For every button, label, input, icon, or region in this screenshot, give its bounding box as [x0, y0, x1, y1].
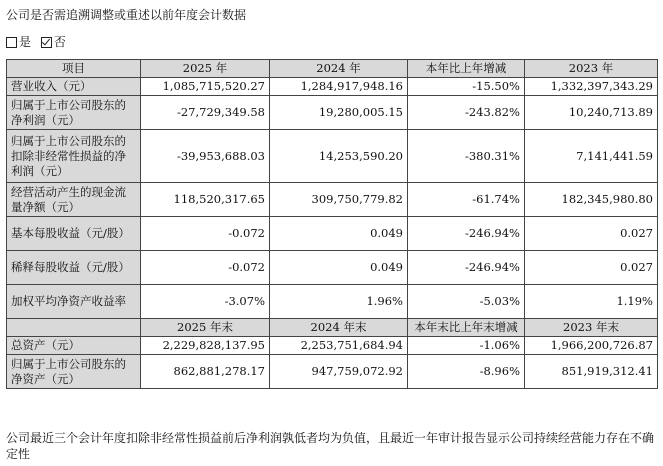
cell-change: -5.03% — [408, 285, 525, 319]
subheader-blank — [7, 319, 141, 337]
header-2023: 2023 年 — [525, 60, 658, 78]
cell-2024: 14,253,590.20 — [270, 130, 408, 183]
cell-2023: 1,332,397,343.29 — [525, 78, 658, 96]
cell-2025: -39,953,688.03 — [141, 130, 270, 183]
option-no[interactable] — [41, 33, 66, 51]
cell-change: -1.06% — [408, 337, 525, 355]
row-label: 营业收入（元） — [7, 78, 141, 96]
subheader-2025-end: 2025 年末 — [141, 319, 270, 337]
table-row — [7, 355, 658, 389]
table-row — [7, 337, 658, 355]
header-2025: 2025 年 — [141, 60, 270, 78]
cell-2023: 851,919,312.41 — [525, 355, 658, 389]
cell-2023: 7,141,441.59 — [525, 130, 658, 183]
cell-2023: 10,240,713.89 — [525, 96, 658, 130]
cell-2024: 0.049 — [270, 217, 408, 251]
header-2024: 2024 年 — [270, 60, 408, 78]
table-subheader-row — [7, 319, 658, 337]
cell-2023: 0.027 — [525, 217, 658, 251]
row-label: 归属于上市公司股东的净资产（元） — [7, 355, 141, 389]
restatement-choice — [6, 33, 72, 53]
option-yes[interactable] — [6, 33, 31, 51]
option-yes-label: 是 — [19, 35, 32, 49]
cell-2025: -0.072 — [141, 251, 270, 285]
row-label: 加权平均净资产收益率 — [7, 285, 141, 319]
cell-2024: 1,284,917,948.16 — [270, 78, 408, 96]
subheader-2024-end: 2024 年末 — [270, 319, 408, 337]
checkbox-empty-icon[interactable] — [6, 37, 17, 48]
header-change: 本年比上年增减 — [408, 60, 525, 78]
cell-2025: 118,520,317.65 — [141, 183, 270, 217]
table-row — [7, 183, 658, 217]
row-label: 归属于上市公司股东的扣除非经常性损益的净利润（元） — [7, 130, 141, 183]
cell-2023: 0.027 — [525, 251, 658, 285]
option-no-label: 否 — [53, 35, 66, 49]
cell-2025: 2,229,828,137.95 — [141, 337, 270, 355]
row-label: 经营活动产生的现金流量净额（元） — [7, 183, 141, 217]
financial-data-table — [6, 59, 658, 389]
row-label: 基本每股收益（元/股） — [7, 217, 141, 251]
table-row — [7, 217, 658, 251]
table-row — [7, 78, 658, 96]
row-label: 归属于上市公司股东的净利润（元） — [7, 96, 141, 130]
cell-2025: 1,085,715,520.27 — [141, 78, 270, 96]
cell-2025: 862,881,278.17 — [141, 355, 270, 389]
cell-2024: 947,759,072.92 — [270, 355, 408, 389]
table-row — [7, 285, 658, 319]
checkbox-checked-icon[interactable] — [41, 37, 52, 48]
table-row — [7, 130, 658, 183]
cell-change: -61.74% — [408, 183, 525, 217]
cell-change: -246.94% — [408, 217, 525, 251]
cell-2023: 1,966,200,726.87 — [525, 337, 658, 355]
table-row — [7, 96, 658, 130]
cell-2024: 309,750,779.82 — [270, 183, 408, 217]
cell-2025: -0.072 — [141, 217, 270, 251]
cell-2024: 0.049 — [270, 251, 408, 285]
section-intro: 公司是否需追溯调整或重述以前年度会计数据 — [6, 8, 247, 22]
table-row — [7, 251, 658, 285]
cell-2025: -3.07% — [141, 285, 270, 319]
cell-2025: -27,729,349.58 — [141, 96, 270, 130]
cell-change: -8.96% — [408, 355, 525, 389]
row-label: 总资产（元） — [7, 337, 141, 355]
cell-change: -246.94% — [408, 251, 525, 285]
cell-2024: 1.96% — [270, 285, 408, 319]
header-item: 项目 — [7, 60, 141, 78]
cell-2023: 1.19% — [525, 285, 658, 319]
row-label: 稀释每股收益（元/股） — [7, 251, 141, 285]
cell-change: -15.50% — [408, 78, 525, 96]
subheader-change: 本年末比上年末增减 — [408, 319, 525, 337]
subheader-2023-end: 2023 年末 — [525, 319, 658, 337]
cell-change: -243.82% — [408, 96, 525, 130]
cell-2024: 19,280,005.15 — [270, 96, 408, 130]
cell-2023: 182,345,980.80 — [525, 183, 658, 217]
table-header-row — [7, 60, 658, 78]
footnote: 公司最近三个会计年度扣除非经常性损益前后净利润孰低者均为负值，且最近一年审计报告显示公司持续经营能力存在不确定性 — [6, 431, 655, 461]
cell-change: -380.31% — [408, 130, 525, 183]
cell-2024: 2,253,751,684.94 — [270, 337, 408, 355]
